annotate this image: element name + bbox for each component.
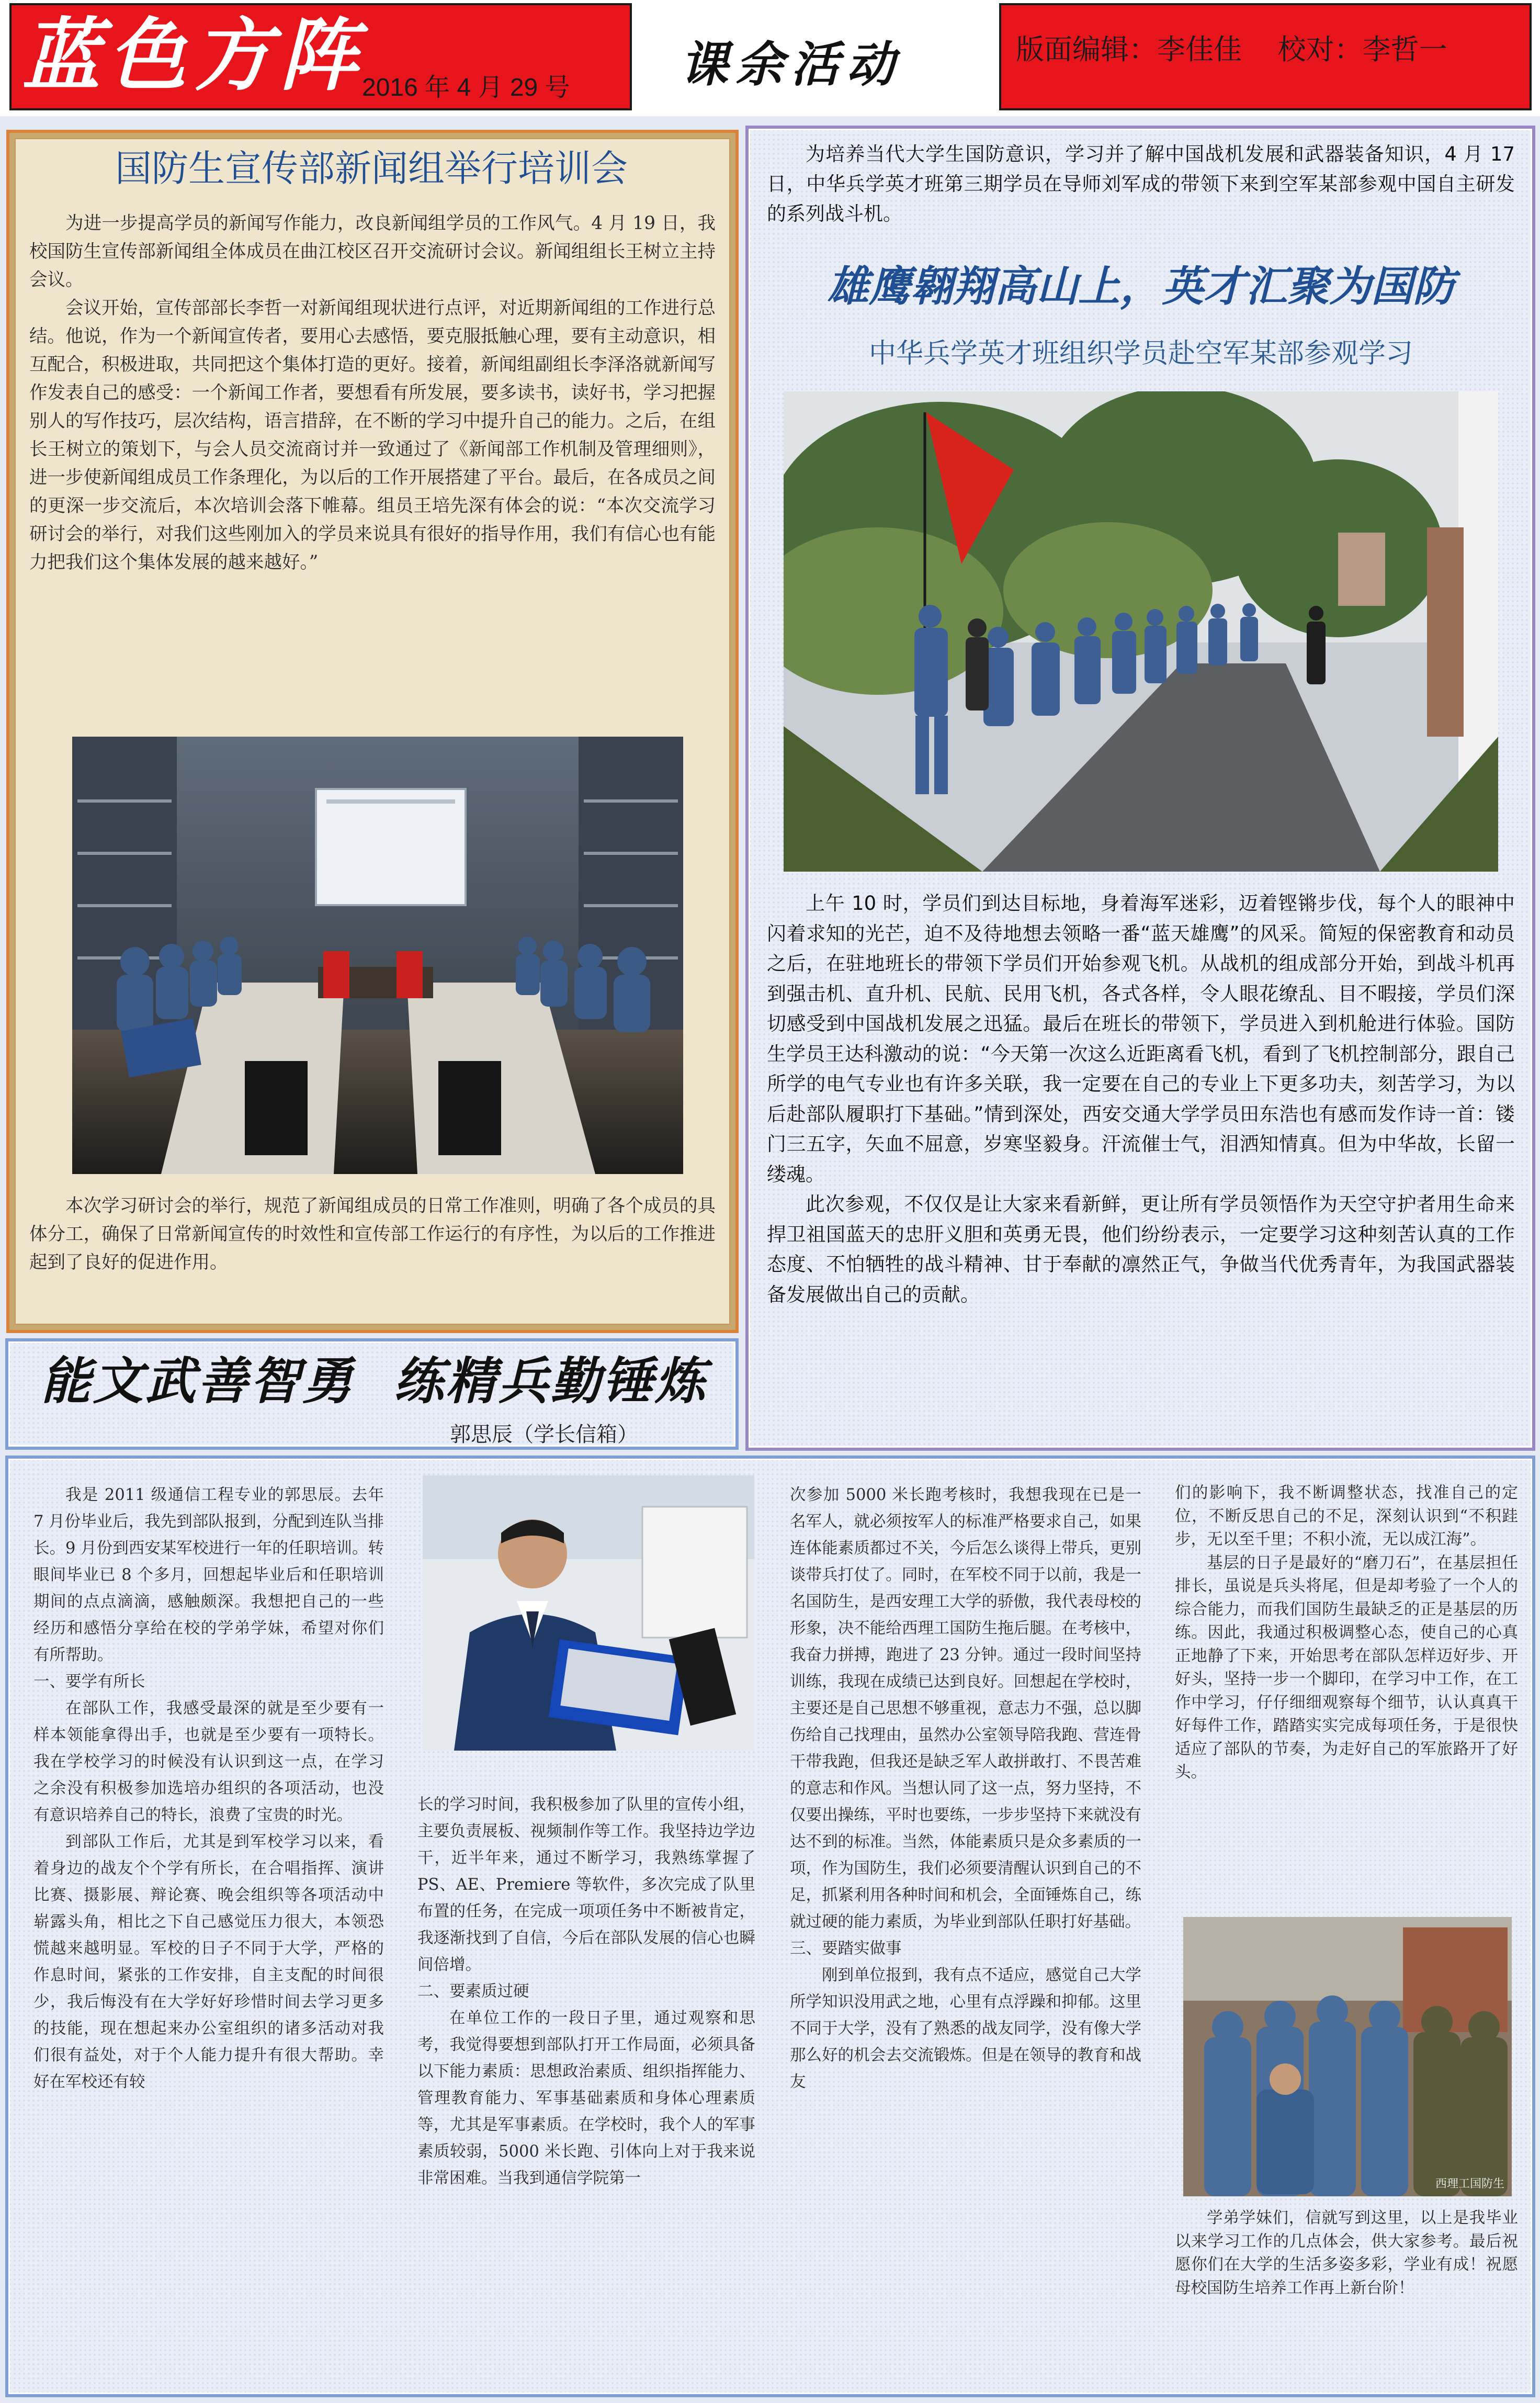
visit-intro — [767, 139, 1515, 229]
news-article-headline: 国防生宣传部新闻组举行培训会 — [115, 147, 628, 190]
letter-byline: 郭思辰（学长信箱） — [450, 1423, 638, 1447]
newspaper-title: 蓝色方阵 — [22, 9, 366, 101]
group-photo — [1183, 1917, 1512, 2196]
letter-paragraph: 刚到单位报到，我有点不适应，感觉自己大学所学知识没用武之地，心里有点浮躁和抑郁。这里不同于大学，没有了熟悉的战友同学，没有像大学那么好的机会去交流锻炼。但是在领导的教育和战友 — [790, 1966, 1141, 2091]
news-closing-text: 本次学习研讨会的举行，规范了新闻组成员的日常工作准则，明确了各个成员的具体分工，确保了日常新闻宣传的时效性和宣传部工作运行的有序性，为以后的工作推进起到了良好的促进作用。 — [29, 1195, 716, 1273]
visit-paragraph: 上午 10 时，学员们到达目标地，身着海军迷彩，迈着铿锵步伐，每个人的眼神中闪着求知的光芒，迫不及待地想去领略一番“蓝天雄鹰”的风采。简短的保密教育和动员之后，在驻地班长的带领下学员们开始参观飞机。从战机的组成部分开始，到战斗机再到强击机、直升机、民航、民用飞机，各式各样，令人眼花缭乱、目不暇接，学员们深切感受到中国战机发展之迅猛。最后在班长的带领下，学员进入到机舱进行体验。国防生学员王达科激动的说：“今天第一次这么近距离看飞机，看到了飞机控制部分，跟自己所学的电气专业也有许多关联，我一定要在自己的专业上下更多功夫，刻苦学习，为以后赴部队履职打下基础。”情到深处，西安交通大学学员田东浩也有感而发作诗一首：镂门三五字，矢血不屈意，岁寒坚毅身。汗流催士气，泪洒知情真。但为中华故，长留一缕魂。 — [767, 892, 1515, 1186]
letter-column-4-closing — [1175, 2207, 1518, 2300]
section-title: 课余活动 — [680, 36, 902, 93]
letter-paragraph: 在单位工作的一段日子里，通过观察和思考，我觉得要想到部队打开工作局面，必须具备以下能力素质：思想政治素质、组织指挥能力、管理教育能力、军事基础素质和身体心理素质等，尤其是军事素质。在学校时，我个人的军事素质较弱，5000 米长跑、引体向上对于我来说非常困难。当我到通信学院第一 — [417, 2009, 755, 2187]
letter-column-2 — [417, 1791, 755, 2192]
visit-body — [767, 888, 1515, 1310]
news-paragraph: 为进一步提高学员的新闻写作能力，改良新闻组学员的工作风气。4 月 19 日，我校国防生宣传部新闻组全体成员在曲江校区召开交流研讨会议。新闻组组长王树立主持会议。 — [29, 213, 716, 290]
letter-column-3 — [790, 1482, 1141, 2095]
letter-section-heading: 一、要学有所长 — [33, 1673, 145, 1691]
visit-paragraph: 此次参观，不仅仅是让大家来看新鲜，更让所有学员领悟作为天空守护者用生命来捍卫祖国蓝天的忠肝义胆和英勇无畏，他们纷纷表示，一定要学习这种刻苦认真的工作态度、不怕牺牲的战斗精神、甘于奉献的凛然正气，争做当代优秀青年，为我国武器装备发展做出自己的贡献。 — [767, 1193, 1515, 1306]
letter-paragraph: 到部队工作后，尤其是到军校学习以来，看着身边的战友个个学有所长，在合唱指挥、演讲比赛、摄影展、辩论赛、晚会组织等各项活动中崭露头角，相比之下自己感觉压力很大，本领恐慌越来越明显。军校的日子不同于大学，严格的作息时间，紧张的工作安排，自主支配的时间很少，我后悔没有在大学好好珍惜时间去学习更多的技能，现在想起来办公室组织的诸多活动对我们很有益处，对于个人能力提升有很大帮助。幸好在军校还有较 — [33, 1833, 384, 2091]
editors-credit: 版面编辑：李佳佳 校对：李哲一 — [1016, 33, 1447, 66]
photo-watermark: 西理工国防生 — [1435, 2178, 1504, 2191]
letter-paragraph: 基层的日子是最好的“磨刀石”，在基层担任排长，虽说是兵头将尾，但是却考验了一个人的综合能力，而我们国防生最缺乏的正是基层的历练。因此，我通过积极调整心态，使自己的心真正地静了下来，开始思考在部队怎样迈好步、开好头，坚持一步一个脚印，在学习中工作，在工作中学习，仔仔细细观察每个细节，认认真真干好每件工作，踏踏实实完成每项任务，于是很快适应了部队的节奏，为走好自己的军旅路开了好头。 — [1175, 1553, 1518, 1781]
news-article-body — [29, 209, 716, 577]
masthead — [0, 0, 1540, 116]
visit-headline: 雄鹰翱翔高山上，英才汇聚为国防 — [827, 262, 1455, 311]
march-photo — [784, 391, 1498, 872]
meeting-room-photo — [72, 737, 683, 1174]
masthead-title-block — [9, 3, 632, 110]
news-paragraph: 会议开始，宣传部部长李哲一对新闻组现状进行点评，对近期新闻组的工作进行总结。他说，作为一个新闻宣传者，要用心去感悟，要克服抵触心理，要有主动意识，相互配合，积极进取，共同把这个集体打造的更好。接着，新闻组副组长李泽洛就新闻写作发表自己的感受：一个新闻工作者，要想看有所发展，要多读书，读好书，学习把握别人的写作技巧，层次结构，语言措辞，在不断的学习中提升自己的能力。之后，在组长王树立的策划下，与会人员交流商讨并一致通过了《新闻部工作机制及管理细则》，进一步使新闻组成员工作条理化，为以后的工作开展搭建了平台。最后，在各成员之间的更深一步交流后，本次培训会落下帷幕。组员王培先深有体会的说：“本次交流学习研讨会的举行，对我们这些刚加入的学员来说具有很好的指导作用，我们有信心也有能力把我们这个集体发展的越来越好。” — [29, 298, 716, 573]
author-portrait-photo — [423, 1475, 754, 1751]
letter-column-1 — [33, 1482, 384, 2095]
editors-block — [999, 3, 1532, 110]
letter-paragraph: 们的影响下，我不断调整状态，找准自己的定位，不断反思自己的不足，深刻认识到“不积跬步，无以至千里；不积小流，无以成江海”。 — [1175, 1484, 1518, 1549]
visit-subheadline: 中华兵学英才班组织学员赴空军某部参观学习 — [868, 338, 1413, 369]
letter-section-heading: 三、要踏实做事 — [790, 1939, 902, 1958]
letter-paragraph: 我是 2011 级通信工程专业的郭思辰。去年 7 月份毕业后，我先到部队报到，分配到连队当排长。9 月份到西安某军校进行一年的任职培训。转眼间毕业已 8 个多月，回想起毕业后和任职培训期间的点点滴滴，感触颇深。我想把自己的一些经历和感悟分享给在校的学弟学妹，希望对你们有所帮助。 — [33, 1486, 384, 1664]
letter-paragraph: 在部队工作，我感受最深的就是至少要有一样本领能拿得出手，也就是至少要有一项特长。我在学校学习的时候没有认识到这一点，在学习之余没有积极参加选培办组织的各项活动，也没有意识培养自己的特长，浪费了宝贵的时光。 — [33, 1699, 384, 1824]
letter-column-4 — [1175, 1482, 1518, 1785]
letter-section-heading: 二、要素质过硬 — [417, 1982, 529, 2001]
news-closing-paragraph — [29, 1192, 716, 1277]
letter-paragraph: 长的学习时间，我积极参加了队里的宣传小组，主要负责展板、视频制作等工作。我坚持边学边干，近半年来，通过不断学习，我熟练掌握了 PS、AE、Premiere 等软件，多次完成了队里布置的任务，在完成一项项任务中不断被肯定，我逐渐找到了自信，今后在部队发展的信心也瞬间倍增。 — [417, 1796, 755, 1974]
letter-title: 能文武善智勇 练精兵勤锤炼 — [40, 1351, 708, 1411]
visit-intro-text: 为培养当代大学生国防意识，学习并了解中国战机发展和武器装备知识，4 月 17 日，中华兵学英才班第三期学员在导师刘军成的带领下来到空军某部参观中国自主研发的系列战斗机。 — [767, 143, 1515, 225]
letter-paragraph: 次参加 5000 米长跑考核时，我想我现在已是一名军人，就必须按军人的标准严格要求自己，如果连体能素质都过不关，今后怎么谈得上带兵，更别谈带兵打仗了。同时，在军校不同于以前，我是一名国防生，是西安理工大学的骄傲，我代表母校的形象，决不能给西理工国防生拖后腿。在考核中，我奋力拼搏，跑进了 23 分钟。通过一段时间坚持训练，我现在成绩已达到良好。回想起在学校时，主要还是自己思想不够重视，意志力不强，总以脚伤给自己找理由，虽然办公室领导陪我跑、营连骨干带我跑，但我还是缺乏军人敢拼敢打、不畏苦难的意志和作风。当想认同了这一点，努力坚持，不仅要出操练，平时也要练，一步步坚持下来就没有达不到的标准。当然，体能素质只是众多素质的一项，作为国防生，我们必须要清醒认识到自己的不足，抓紧利用各种时间和机会，全面锤炼自己，练就过硬的能力素质，为毕业到部队任职打好基础。 — [790, 1486, 1141, 1931]
issue-date: 2016 年 4 月 29 号 — [362, 74, 570, 101]
letter-closing-paragraph: 学弟学妹们，信就写到这里，以上是我毕业以来学习工作的几点体会，供大家参考。最后祝愿你们在大学的生活多姿多彩，学业有成！祝愿母校国防生培养工作再上新台阶！ — [1175, 2209, 1518, 2297]
